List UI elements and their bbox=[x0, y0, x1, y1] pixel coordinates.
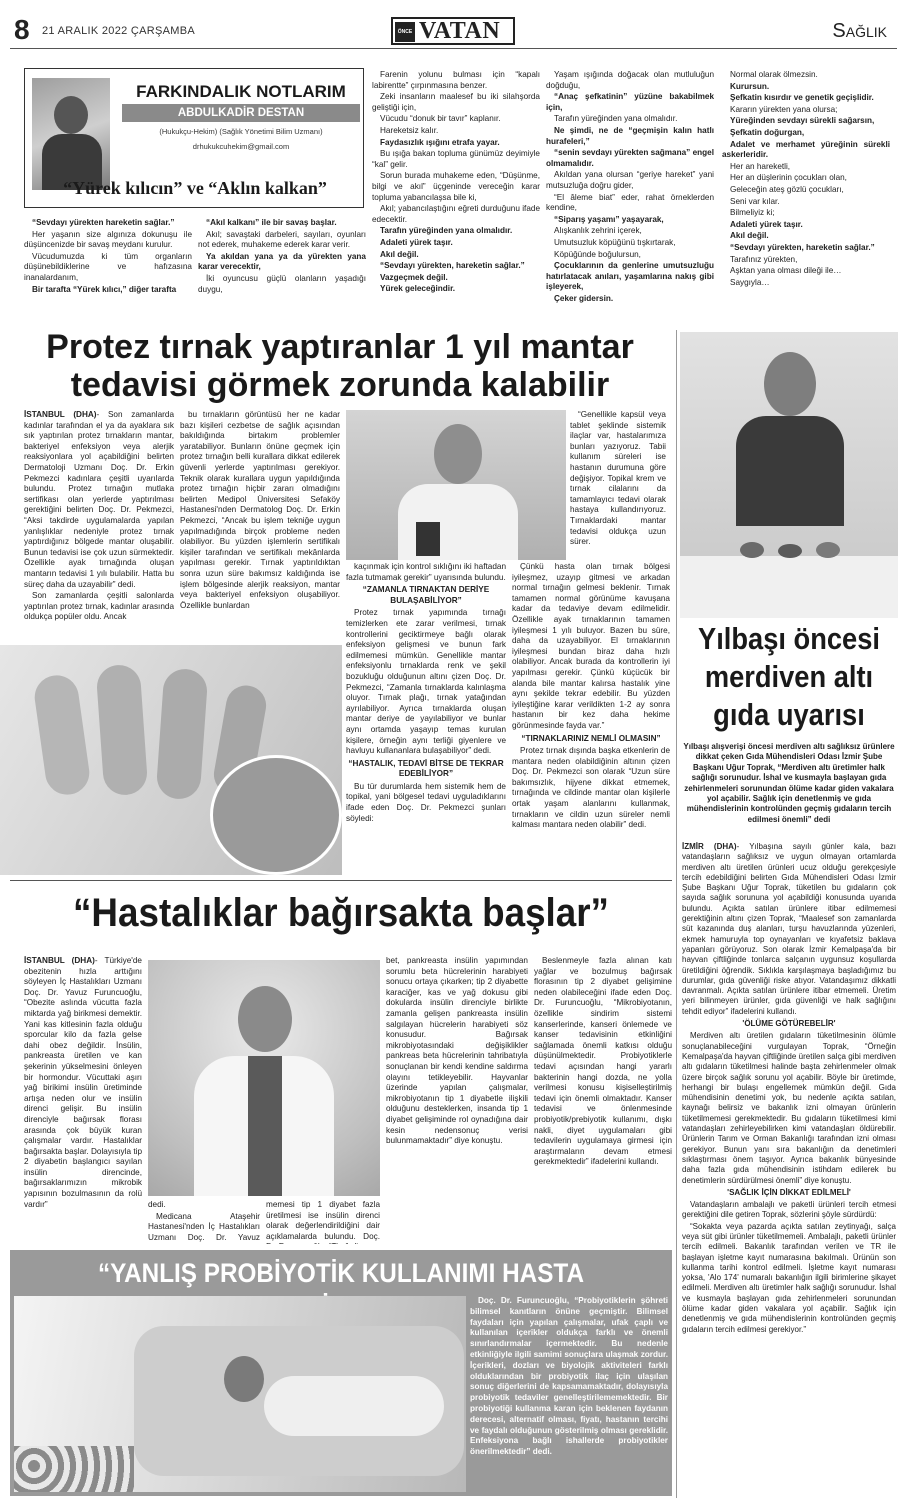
article4-first-text: - Yılbaşına sayılı günler kala, bazı vatandaşların sağlıksız ve uygun olmayan ortamlarda merdiven altı üretilen ürünleri ucuz olduğu gerekçesiyle tercih edebildiğini belirten Gıda Mühendisleri Odası İzmir Şube Başkanı Uğur Toprak, tüketilen bu gıdaların çok sayıda sağlık sorununa yol açabildiği konusunda uyarıda bulundu. Açıkta satılan ürünlere itibar edilmemesi gerektiğinin altını çizen Toprak, “Maalesef son zamanlarda süt kazanında duş alanları, turşu havuzlarında yüzenleri, ekmek hamuruyla top oynayanları ve kıyafetsiz baklava yapanları görüyoruz. Son olarak İzmir Kemalpaşa'da bir hayvan çiftliğinde tonlarca salçanın uygunsuz koşullarda üretildiğini öğrendik. Sıklıkla karşılaşmaya başladığımız bu durumlar, gıda güvenliği riske atıyor. Vatandaşımız dikkatli davranmalı. Açıkta satılan ürünlere itibar etmemeli. Üretim yeri bilinmeyen ürünler, gıda güvenliği ve halk sağlığını tehdit ediyor” ifadelerini kullandı. bbox=[682, 842, 896, 1016]
finger-shape bbox=[32, 673, 92, 798]
article1-col1 bbox=[24, 410, 174, 640]
masthead bbox=[0, 0, 907, 48]
column-paragraph: Akıldan yana olursan “geriye hareket” yani mutsuzluğa doğru gider, bbox=[546, 170, 714, 190]
column-text-col2 bbox=[198, 218, 366, 314]
column-paragraph: Çocuklarının da genlerine umutsuzluğu hatırlatacak anıları, yaşamlarına nakış gibi işleyerek, bbox=[546, 261, 714, 292]
article4-headline-line1: Yılbaşı öncesi bbox=[698, 621, 880, 656]
column-paragraph: Kararın yürekten yana olursa; bbox=[730, 104, 838, 114]
article4-body bbox=[682, 842, 896, 1496]
column-text-col5 bbox=[722, 70, 890, 320]
column-paragraph: “Sevdayı yürekten hareketin sağlar.” bbox=[32, 218, 175, 227]
column-paragraph: Bir tarafta “Yürek kılıcı,” diğer tarafta bbox=[32, 284, 177, 294]
article2-col2-bottom bbox=[148, 1200, 260, 1244]
finger-shape bbox=[96, 664, 149, 797]
article1-paragraph: Protez tırnak dışında başka etkenlerin de mantara neden olabildiğinin altının çizen Doç. Dr. Pekmezci son olarak “Uzun süre bakımsızlık, hijyene dikkat etmemek, tırnağında ve cildinde mantar olan kişilerle ortak yaşam alanlarını kullanmak, tırnakların ve cildin uzun süreler nemli kalması mantara neden olabilir” dedi. bbox=[512, 746, 670, 830]
issue-date: 21 ARALIK 2022 ÇARŞAMBA bbox=[42, 25, 196, 37]
article1-headline-line2: tedavisi görmek zorunda kalabilir bbox=[70, 366, 610, 404]
columnist-head-shape bbox=[54, 96, 88, 134]
column-paragraph: Tarafın yüreğinden yana olmalıdır. bbox=[380, 226, 513, 236]
woman-photo bbox=[14, 1296, 466, 1492]
column-paragraph: Akıl değil. bbox=[730, 231, 769, 241]
article4-subheading: 'SAĞLIK İÇİN DİKKAT EDİLMELİ' bbox=[727, 1187, 851, 1197]
article1-subheading: “HASTALIK, TEDAVİ BİTSE DE TEKRAR EDEBİLİYOR” bbox=[348, 758, 504, 779]
column-title: FARKINDALIK NOTLARIM bbox=[136, 82, 346, 101]
woman-head-shape bbox=[224, 1356, 264, 1402]
column-paragraph: Ne şimdi, ne de “geçmişin kalın hatlı hurafeleri,” bbox=[546, 125, 714, 146]
article1-lead-text: - Son zamanlarda kadınlar tarafından el ya da ayaklara sık sık yaptırılan protez tırnakların mantar, bakteriyel enfeksiyon veya alerjik reaksiyonlara yol açabildiğini belirten Dermatoloji Uzmanı Doç. Dr. Erkin Pekmezci kadınlara çeşitli uyarılarda bulundu. Protez tırnağın mutlaka sertifikası olan yerlerde yaptırılması gerektiğini belirten Doç. Dr. Pekmezci, “Aksi takdirde uygulamalarda yapılan yanlışlıklar nedeniyle protez tırnak yaptırdığınız bölgede mantar oluşabilir. Bunun tedavisi ise çok uzun sürmektedir. Özellikle ayak tırnağında oluşan mantarın tedavisi 1 yılı bulabilir. Hatta bu süreç daha da uzayabilir” dedi. bbox=[24, 410, 174, 589]
column-paragraph: Yüreğinden sevdayı sürekli sağarsın, bbox=[730, 116, 875, 126]
microphone-shape bbox=[416, 522, 440, 556]
article3-headline: “YANLIŞ PROBİYOTİK KULLANIMI HASTA bbox=[97, 1258, 584, 1288]
article2-col1 bbox=[24, 956, 142, 1240]
column-paragraph: Aşktan yana olması dileği ile… bbox=[730, 266, 842, 276]
column-paragraph: “Anaç şefkatinin” yüzüne bakabilmek için, bbox=[546, 92, 714, 112]
column-paragraph: Adalet ve merhamet yüreğinin sürekli askerleridir. bbox=[722, 139, 890, 160]
column-paragraph: “Akıl kalkanı” ile bir savaş başlar. bbox=[206, 218, 337, 227]
pills-shape bbox=[14, 1446, 134, 1492]
column-paragraph: Vücudumuzda ki tüm organların düşünebildiklerine ve hafızasına inanalardanım, bbox=[24, 251, 192, 282]
article1-paragraph: Çünkü hasta olan tırnak bölgesi iyileşmez, uzayıp gitmesi ve arkadan normal tırnağın gelmesi beklenir. Tırnak tamamen normal görünüme kavuşana kadar da tedaviye devam edilmelidir. Özellikle ayak tırnaklarının tamamen iyileşmesi 1 yılı buluyor. Bazen bu süre, daha da uzayabiliyor. El tırnaklarının iyileşmesi bundan biraz daha hızlı olabiliyor. Ancak burada da kontrollerin iyi yapılması gerekir. Çünkü küçücük bir alanda bile mantar kalırsa hastalık yine aynı şekilde tekrar edebilir. Bu yüzden iyileştiğine karar verildikten 1-2 ay sonra hastanın bir kez daha hekime görünmesinde fayda var.” bbox=[512, 562, 670, 730]
column-paragraph: Ya akıldan yana ya da yürekten yana karar verecektir, bbox=[198, 251, 366, 272]
column-paragraph: Umutsuzluk köpüğünü tışkırtarak, bbox=[554, 237, 676, 247]
column-paragraph: İki oyuncusu güçlü olanların yaşadığı duygu, bbox=[198, 273, 366, 294]
column-paragraph: Bu ışığa bakan topluma günümüz deyimiyle “kal” gelir. bbox=[372, 149, 540, 169]
column-paragraph: Vazgeçmek değil. bbox=[380, 272, 448, 282]
column-paragraph: Seni var kılar. bbox=[730, 196, 780, 206]
column-paragraph: Her yaşanın size algınıza dokunuşu ile düşüncenizde bir savaş meydanı kurulur. bbox=[24, 229, 192, 250]
column-paragraph: Tarafın yüreğinden yana olmalıdır. bbox=[554, 114, 678, 124]
article1-col2 bbox=[180, 410, 340, 640]
column-paragraph: Normal olarak ölmezsin. bbox=[730, 70, 818, 79]
article2-paragraph: Beslenmeyle fazla alınan katı yağlar ve bozulmuş bağırsak florasının tip 2 diyabet gelişimine neden olabileceğini ifade eden Doç. Dr. Furuncuoğlu, “Mikrobiyotanın, özellikle sindirim sistemi kanserlerinde, kanseri önlemede ve kanser tedavisinin etkinliğini sağlamada önemli katkısı olduğu düşünülmektedir. Probiyotiklerle tedavi açısından hangi yararlı bakterinin hangi dozda, ne yolla verilmesi konusu kişiselleştirilmiş tedavi için önemli olmaktadır. Kanser tedavisi ve önlenmesinde probiyotik/prebiyotik kullanımı, dışkı nakli, diyet uygulamaları gibi tedavilerin uygulamaya girmesi için araştırmaların devam etmesi gerekmektedir” ifadelerini kullandı. bbox=[534, 956, 672, 1167]
column-paragraph: Kurursun. bbox=[730, 81, 770, 91]
article2-col4 bbox=[386, 956, 528, 1244]
logo-text: VATAN bbox=[419, 18, 501, 44]
column-paragraph: Hareketsiz kalır. bbox=[380, 125, 439, 135]
article3-paragraph: Doç. Dr. Furuncuoğlu, “Probiyotiklerin şöhreti bilimsel kanıtların önüne geçmiştir. Bilimsel faydaları için yapılan çalışmalar, ufak çaplı ve kullanılan içerikler oldukça farklı ve önemli sınırlandırmalar içermektedir. Bu nedenle etkinliğiyle ilgili samimi sonuçlara ulaşmak zordur. İçerikleri, dozları ve biyolojik aktiviteleri farklı olduklarından bir probiyotik ilaç için ulaşılan sonuç diğerlerini de kapsamamaktadır, dolayısıyla probiyotik tedaviler genelleştirilememektedir. Bir probiyotiği kullanma karan için beklenen faydanın derecesi, alternatif olması, fiyatı, hastanın tercihi ve faydalı olduğunun gösterilmiş olması gereklidir. Enfeksiyona bağlı ishallerde probiyotikler önerilmektedir” dedi. bbox=[470, 1296, 668, 1457]
column-paragraph: Şefkatin doğurgan, bbox=[730, 127, 805, 137]
column-paragraph: Saygıyla… bbox=[730, 277, 770, 287]
article1-headline bbox=[8, 328, 672, 404]
column-paragraph: “Sevdayı yürekten, hareketin sağlar.” bbox=[380, 261, 525, 271]
article1-paragraph: kaçınmak için kontrol sıklığını iki haftadan fazla tutmamak gerekir” uyarısında bulundu. bbox=[346, 562, 506, 582]
column-paragraph: Akıl; savaştaki darbeleri, sayıları, oyunları not ederek, muhakeme ederek karar verir. bbox=[198, 229, 366, 250]
column-paragraph: Şefkatin kısırdır ve genetik geçişlidir. bbox=[730, 93, 874, 103]
column-paragraph: Adaleti yürek taşır. bbox=[730, 219, 803, 229]
article4-city: İZMİR (DHA) bbox=[682, 842, 737, 851]
column-paragraph: Sorun burada muhakeme eden, “Düşünme, bilgi ve akıl” üçgeninde vereceğin karar topluma yabancılaşsa bile ki, bbox=[372, 171, 540, 202]
article2-lead-text: - Türkiye'de obezitenin hızla arttığını söyleyen İç Hastalıkları Uzmanı Doç. Dr. Yavuz Furuncuoğlu, “Obezite aslında vücutta fazla miktarda yağ birikmesi demektir. Yani kas kitlesinin fazla olduğu sporcular kilo da fazla gelse dahi obez değildir. İnsülin, pankreasta üretilen ve kan şekerinin yükselmesini önleyen bir hormondur. Vücuttaki aşırı yağ birikimi insülin üretiminde artışa neden olur ve insülin direnci gelişir. Bu insülin direnciyle bağırsak florası arasında çok büyük kuran çalışmalar vardır. Hastalıklar bağırsakta başlar. Dolayısıyla tip 2 diyabetin başlangıcı sayılan insülin direncinde, bağırsaklarımızın mikrobik yapısının bozulmasının da rolü vardır” bbox=[24, 956, 142, 1209]
article2-headline: “Hastalıklar bağırsakta başlar” bbox=[73, 891, 609, 935]
doctor2-head-shape bbox=[238, 986, 292, 1052]
article4-lead-text: Yılbaşı alışverişi öncesi merdiven altı sağlıksız ürünlere dikkat çeken Gıda Mühendisleri Odası İzmir Şube Başkanı Uğur Toprak, “Merdiven altı üretimler halk sağlığı sorunudur. İshal ve kusmayla başlayan gıda zehirlenmeleri sorunundan ölüme kadar giden vakalara yol açabilir. Sağlık için denetlenmiş ve gıda mühendislerinin kontrolünden geçmiş gıdaların tercih edilmesi önemli” dedi bbox=[683, 742, 895, 824]
column-paragraph: Geleceğin ateş gözlü çocukları, bbox=[730, 184, 844, 194]
article1-col3 bbox=[346, 562, 506, 872]
article4-headline bbox=[693, 620, 885, 734]
column-paragraph: “senin sevdayı yürekten sağmana” engel olmamalıdır. bbox=[546, 148, 714, 168]
doctor2-photo bbox=[148, 960, 380, 1196]
column-paragraph: Zeki insanların maalesef bu iki silahşorda geliştiği için, bbox=[372, 92, 540, 112]
page-number: 8 bbox=[14, 14, 30, 45]
sample-bowl bbox=[816, 542, 840, 558]
finger-shape bbox=[156, 668, 209, 801]
column-paragraph: Faydasızlık ışığını etrafa yayar. bbox=[380, 137, 500, 147]
article1-headline-line1: Protez tırnak yaptıranlar 1 yıl mantar bbox=[46, 328, 634, 366]
column-email: drhukukcuhekim@gmail.com bbox=[192, 142, 290, 151]
article4-lead bbox=[682, 742, 896, 838]
article1-col4-top bbox=[570, 410, 666, 560]
column-paragraph: Adaleti yürek taşır. bbox=[380, 237, 453, 247]
article2-col3-bottom bbox=[266, 1200, 380, 1244]
column-paragraph: Yaşam ışığında doğacak olan mutluluğun doğduğu, bbox=[546, 70, 714, 90]
column-author-role: (Hukukçu-Hekim) (Sağlık Yönetimi Bilim Uzmanı) bbox=[159, 127, 323, 136]
column-paragraph: Farenin yolunu bulması için “kapalı labirentte” çırpınmasına benzer. bbox=[372, 70, 540, 90]
article1-subheading: “ZAMANLA TIRNAKTAN DERİYE BULAŞABİLİYOR” bbox=[362, 585, 490, 605]
column-paragraph: Bilmeliyiz ki; bbox=[730, 208, 775, 218]
column-text-col4 bbox=[546, 70, 714, 320]
article1-paragraph: Son zamanlarda çeşitli salonlarda yaptırılan protez tırnak, kadınlar arasında oldukça popüler oldu. Ancak bbox=[24, 591, 174, 622]
doctor-head-shape bbox=[434, 424, 482, 484]
newspaper-logo bbox=[391, 17, 515, 45]
article2-paragraph: bet, pankreasta insülin yapımından sorumlu beta hücrelerinin harabiyeti sonucu ortaya çıkarken; tip 2 diyabette karaciğer, kas ve yağ dokusu gibi dokularda insülin direnciyle birlikte zamanla gelişen pankreasta insülin salgılayan hücrelerin harabiyeti söz konusudur. Bağırsak mikrobiyotasındaki değişiklikler pankreas beta hücrelerinin tahribatıyla sonuçlanan bir kendi kendine saldırma olayını tetikleyebilir. Hayvanlar üzerinde yapılan çalışmalar, mikrobiyotanın tip 1 diyabetle ilişkili olduğunu desteklerken, insanda tip 1 diyabet gelişiminde rol oynadığına dair kesin nedensonuç verisi bulunmamaktadır” diye konuştu. bbox=[386, 956, 528, 1146]
article4-paragraph: Merdiven altı üretilen gıdaların tüketilmesinin ölümle sonuçlanabileceğini vurgulayan Toprak, “Örneğin Kemalpaşa'da hayvan çiftliğinde üretilen salça gibi merdiven altı gıdaların tüketilmesi halinde başta zehirlenmeler olmak üzere birçok sağlık sorunu yol açabilir. Böyle bir üretimde, herhangi bir bulaşı engellemek mümkün değil. Gıda mühendisinin denetimi yok, bu nedenle açıkta satılan, kaynağı belirsiz ve bakanlık izni olmayan ürünlerin tüketilmemesi gerekmektedir. Bu gıdaların tüketilmesi kimi vatandaşları zehirleyebilirken kimi vatandaşları öldürebilir. Ürünlerin Tarım ve Orman Bakanlığı tarafından izni olması gerekiyor. Bunun yanı sıra bakanlığın da denetimleri sıklaştırması önem taşıyor. Ayrıca bakanlık bünyesinde daha fazla gıda mühendisinin istihdam edilerek bu denetimlerin sürdürülmesi önemli” diye konuştu. bbox=[682, 1031, 896, 1185]
column-author: ABDULKADİR DESTAN bbox=[177, 107, 305, 119]
article2-lead-paragraph bbox=[24, 956, 142, 1210]
toprak-head-shape bbox=[764, 352, 816, 416]
article4-first-paragraph bbox=[682, 842, 896, 1017]
column-paragraph: Akıl; yabancılaştığını eğreti durduğunu ifade edecektir. bbox=[372, 204, 540, 224]
section-title: Sağlık bbox=[832, 20, 887, 42]
column-author-bar bbox=[122, 104, 360, 122]
article2-city: İSTANBUL (DHA) bbox=[24, 956, 95, 965]
toprak-photo bbox=[680, 332, 898, 618]
nails-photo bbox=[0, 645, 342, 875]
article1-lead-paragraph bbox=[24, 410, 174, 590]
header-rule bbox=[10, 48, 897, 49]
sample-bowl bbox=[778, 544, 802, 558]
doctor-photo bbox=[346, 410, 566, 560]
nail-closeup-inset bbox=[210, 755, 342, 875]
article1-subheading: “TIRNAKLARINIZ NEMLİ OLMASIN” bbox=[521, 733, 661, 743]
column-paragraph: Her an hareketli, bbox=[730, 161, 791, 171]
column-paragraph: “Sevdayı yürekten, hareketin sağlar.” bbox=[730, 242, 875, 252]
article4-paragraph: Vatandaşların ambalajlı ve paketli ürünleri tercih etmesi gerektiğini dile getiren Toprak, sözlerini şöyle sürdürdü: bbox=[682, 1200, 896, 1220]
column-paragraph: Akıl değil. bbox=[380, 249, 419, 259]
table-shape bbox=[680, 556, 898, 618]
woman-body-shape bbox=[264, 1376, 444, 1436]
article2-top-rule bbox=[10, 880, 672, 881]
article4-headline-line2: merdiven altı bbox=[704, 659, 874, 694]
column-text-col3 bbox=[372, 70, 540, 320]
column-paragraph: Köpüğünde boğulursun, bbox=[554, 249, 641, 259]
article1-paragraph: “Genellikle kapsül veya tablet şeklinde sistemik ilaçlar var, hastalarımıza bunları yazıyoruz. Tabii kullanım süreleri ise hastanın durumuna göre değişiyor. Topikal krem ve tırnak cilalarını da tamamlayıcı tedavi olarak hastaya kullandırıyoruz. Tırnaklardaki mantar tedavisi oldukça uzun sürer. bbox=[570, 410, 666, 547]
article1-col4 bbox=[512, 562, 670, 872]
article4-subheading: 'ÖLÜME GÖTÜREBELİR' bbox=[742, 1019, 836, 1029]
article2-paragraph: dedi. bbox=[148, 1200, 166, 1209]
column-paragraph: Çeker gidersin. bbox=[554, 293, 614, 303]
article1-paragraph: bu tırnakların görüntüsü her ne kadar bazı kişileri cezbetse de sağlık açısından bakıldığında birtakım problemler yaratabiliyor. Bunların önüne geçmek için protez tırnağın belli kurallara dikkat edilerek güvenli yerlerde yaptırılması gerekiyor. Teknik olarak kurallara uygun yapıldığında protez tırnağın hiçbir zararı olmadığını belirten Medipol Üniversitesi Sefaköy Hastanesi'nden Dermatolog Doç. Dr. Erkin Pekmezci, “Ancak bu işlem tekniğe uygun yapılmadığında birçok probleme neden olabiliyor. Bu yüzden işlemlerin sertifikalı kişiler tarafından ve sertifikalı mekânlarda yapılması gerekir. Tırnak yaptırıldıktan sonra uzun süre bakımsız kaldığında ise işlem bölgesinde alerjik reaksiyon, mantar veya bakteriyel enfeksiyon oluşabiliyor. Özellikle bunlardan bbox=[180, 410, 340, 610]
article2-paragraph: Medicana Ataşehir Hastanesi'nden İç Hastalıkları Uzmanı Doç. Dr. Yavuz bbox=[148, 1211, 260, 1242]
column-paragraph: Alışkanlık zehrini içerek, bbox=[554, 226, 642, 236]
article2-paragraph: memesi tip 1 diyabet fazla üretilmesi ise insülin direnci olarak değerlendirildiğini dair açıklamalarda bulundu. Doç. bbox=[266, 1200, 380, 1241]
column-paragraph: Vücudu “donuk bir tavır” kaplanır. bbox=[380, 114, 501, 124]
column-text-col1 bbox=[24, 218, 192, 314]
column-paragraph: Her an düşlerinin çocukları olan, bbox=[730, 173, 847, 183]
article1-city: İSTANBUL (DHA) bbox=[24, 410, 97, 419]
column-paragraph: Yürek geleceğindir. bbox=[380, 284, 456, 294]
column-paragraph: Tarafınız yürekten, bbox=[730, 254, 798, 264]
column-paragraph: “El âleme biat” eder, rahat örneklerden kendine, bbox=[546, 192, 714, 213]
columnist-photo bbox=[32, 78, 110, 190]
sample-bowl bbox=[740, 542, 764, 558]
column-headline: “Yürek kılıcın” ve “Aklın kalkan” bbox=[63, 178, 327, 198]
column-paragraph: “Siparış yaşamı” yaşayarak, bbox=[554, 214, 664, 224]
toprak-body-shape bbox=[736, 416, 844, 526]
logo-badge: ÖNCE bbox=[395, 22, 415, 42]
doctor2-shirt-shape bbox=[248, 1056, 282, 1196]
article1-paragraph: Protez tırnak yapımında tırnağı temizlerken ete zarar verilmesi, tırnak kontrollerini geciktirmeye bağlı olarak enfeksiyon gelişmesi ve bunun fark edilmemesi mümkün. Genellikle mantar enfeksiyonlu tırnaklarda renk ve şekil bozukluğu olduğunun altını çizen Doç. Dr. Pekmezci, “Zamanla tırnaklarda kalınlaşma oluyor. Tırnak plağı, tırnak yatağından ayrılabiliyor. Ayrıca tırnaklarda oluşan mantar deriye de yayılabiliyor ve bunlar aynı ortamda yaşayıp temas kurulan kişilere, örneğin aynı terliği giyenlere ve havluyu kullananlara bulaşabiliyor” dedi. bbox=[346, 608, 506, 756]
article1-paragraph: Bu tür durumlarda hem sistemik hem de topikal, yani bölgesel tedavi uyguladıklarını ifade eden Doç. Dr. Pekmezci şunları söyledi: bbox=[346, 781, 506, 823]
sidebar-rule bbox=[676, 330, 677, 1498]
article3-body bbox=[470, 1296, 668, 1492]
article4-paragraph: “Sokakta veya pazarda açıkta satılan zeytinyağı, salça veya süt gibi ürünler tüketilmemeli. Ambalajlı, paketli ürünler tercih edilmeli. Bakanlık tarafından verilen ve TR ile başlayan işletme kayıt numarasına bakılmalı. Ürünün son kullanma tarihi kontrol edilmeli. İşletme kayıt numarası yoksa, 'Alo 174' numaralı bakanlığın ilgili birimlerine şikayet edilmeli. Merdiven altı üretimler halk sağlığı sorunudur. İshal ve kusmayla başlayan gıda zehirlenmeleri sorunundan ölüme kadar giden vakalara yol açabilir. Sağlık için denetlenmiş ve gıda mühendislerinin kontrolünden geçmiş gıdaların tercih edilmesi gerekiyor.” bbox=[682, 1221, 896, 1334]
article2-col5 bbox=[534, 956, 672, 1244]
article4-headline-line3: gıda uyarısı bbox=[713, 697, 865, 732]
